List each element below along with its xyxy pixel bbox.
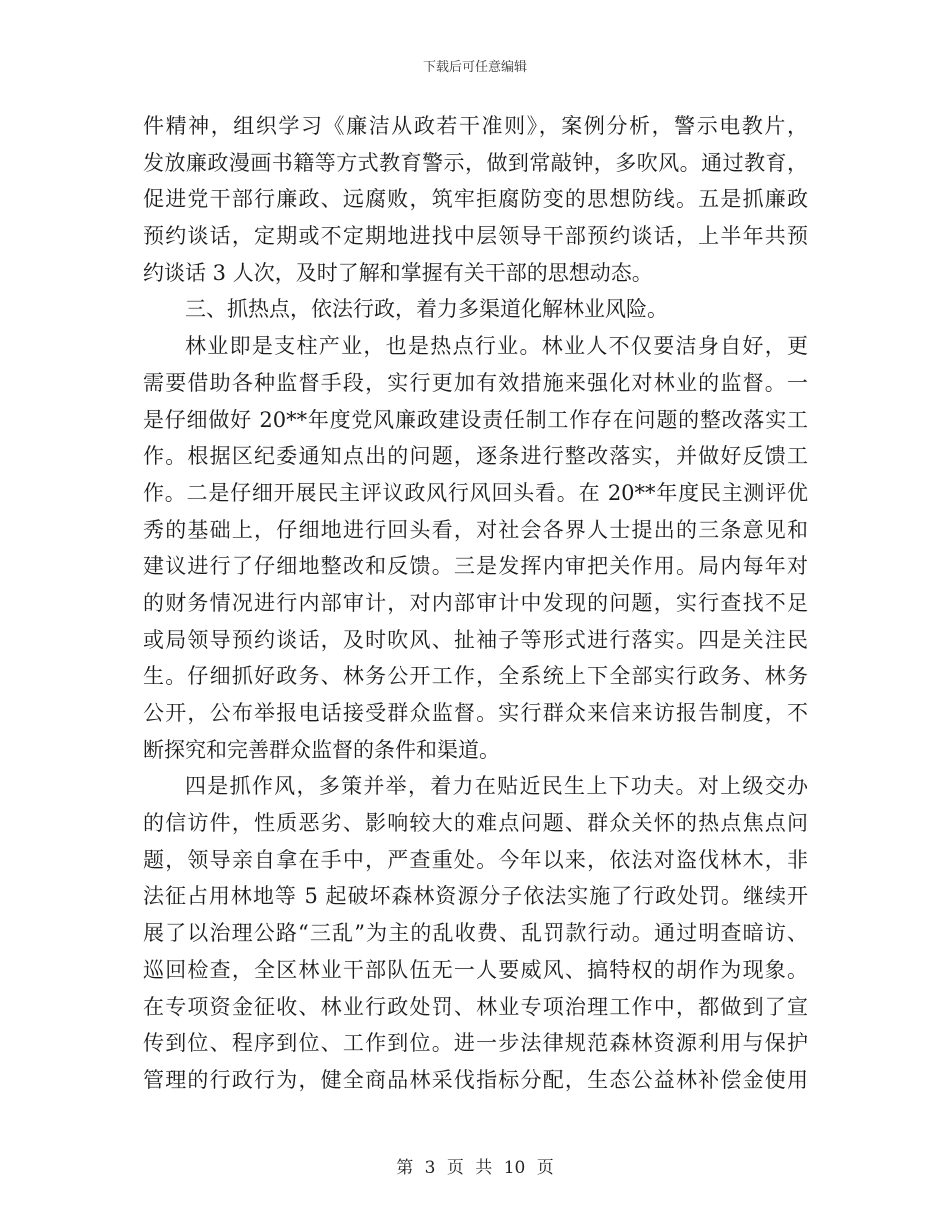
text-line: 或局领导预约谈话，及时吹风、扯袖子等形式进行落实。四是关注民: [143, 627, 808, 652]
text-line: 公开，公布举报电话接受群众监督。实行群众来信来访报告制度，不: [143, 701, 808, 725]
text-line: 巡回检查，全区林业干部队伍无一人要威风、搞特权的胡作为现象。: [143, 957, 808, 982]
text-line: 法征占用林地等 5 起破坏森林资源分子依法实施了行政处罚。继续开: [143, 884, 808, 909]
text-line: 展了以治理公路“三乱”为主的乱收费、乱罚款行动。通过明查暗访、: [143, 921, 808, 946]
text-line: 发放廉政漫画书籍等方式教育警示，做到常敲钟，多吹风。通过教育，: [143, 150, 808, 175]
text-line: 的财务情况进行内部审计，对内部审计中发现的问题，实行查找不足: [143, 590, 808, 615]
text-line: 传到位、程序到位、工作到位。进一步法律规范森林资源利用与保护: [143, 1031, 808, 1056]
text-line: 建议进行了仔细地整改和反馈。三是发挥内审把关作用。局内每年对: [143, 554, 808, 579]
text-line: 的信访件，性质恶劣、影响较大的难点问题、群众关怀的热点焦点问: [143, 811, 808, 836]
text-line: 促进党干部行廉政、远腐败，筑牢拒腐防变的思想防线。五是抓廉政: [143, 187, 808, 212]
text-line: 作。二是仔细开展民主评议政风行风回头看。在 20**年度民主测评优: [143, 480, 808, 505]
text-line: 林业即是支柱产业，也是热点行业。林业人不仅要洁身自好，更: [185, 334, 808, 359]
section-heading: 三、抓热点，依法行政，着力多渠道化解林业风险。: [185, 297, 668, 322]
text-line: 秀的基础上，仔细地进行回头看，对社会各界人士提出的三条意见和: [143, 517, 808, 542]
text-line: 约谈话 3 人次，及时了解和掌握有关干部的思想动态。: [143, 260, 653, 285]
text-line: 四是抓作风，多策并举，着力在贴近民生上下功夫。对上级交办: [185, 774, 808, 799]
page-header: 下载后可任意编辑: [422, 60, 527, 75]
text-line: 在专项资金征收、林业行政处罚、林业专项治理工作中，都做到了宣: [143, 994, 808, 1019]
document-body: [143, 108, 808, 1099]
text-line: 件精神，组织学习《廉洁从政若干准则》，案例分析，警示电教片，: [143, 114, 808, 138]
text-line: 作。根据区纪委通知点出的问题，逐条进行整改落实，并做好反馈工: [143, 444, 808, 469]
page-footer: 第 3 页 共 10 页: [396, 1158, 554, 1178]
text-line: 生。仔细抓好政务、林务公开工作，全系统上下全部实行政务、林务: [143, 664, 808, 689]
text-line: 管理的行政行为，健全商品林采伐指标分配，生态公益林补偿金使用: [143, 1067, 808, 1092]
text-line: 预约谈话，定期或不定期地进找中层领导干部预约谈话，上半年共预: [143, 224, 808, 249]
text-line: 题，领导亲自拿在手中，严查重处。今年以来，依法对盗伐林木，非: [143, 847, 808, 872]
text-line: 断探究和完善群众监督的条件和渠道。: [143, 737, 500, 762]
text-line: 需要借助各种监督手段，实行更加有效措施来强化对林业的监督。一: [143, 370, 808, 395]
text-line: 是仔细做好 20**年度党风廉政建设责任制工作存在问题的整改落实工: [143, 407, 808, 432]
